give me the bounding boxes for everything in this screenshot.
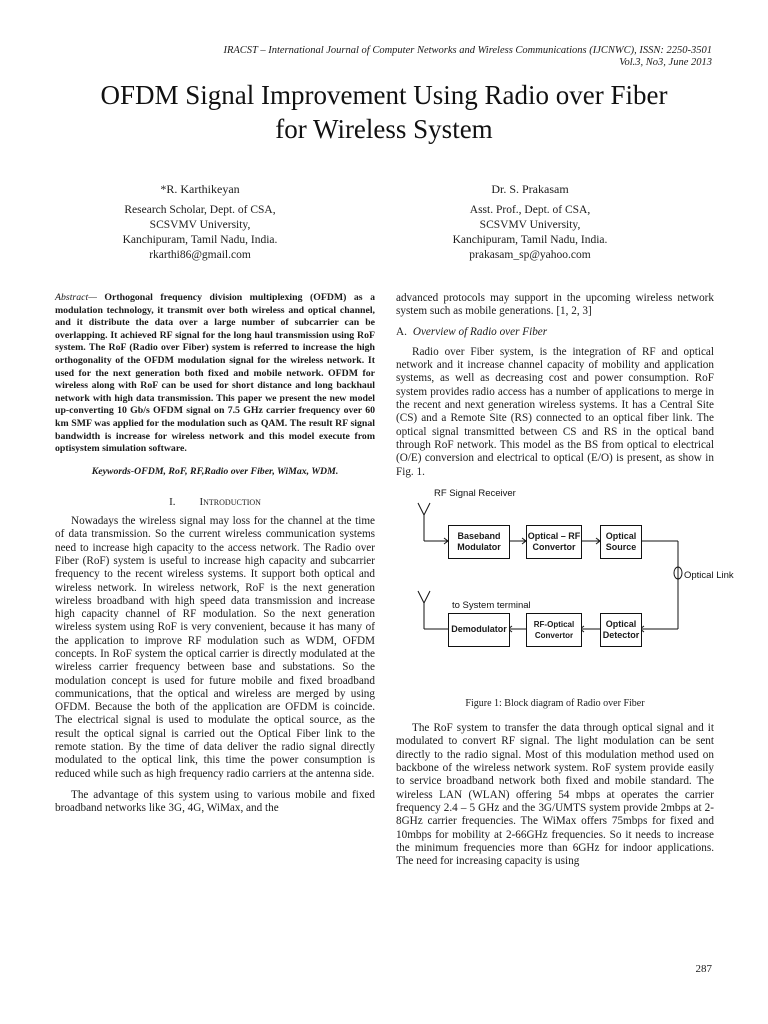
paper-title-line1: OFDM Signal Improvement Using Radio over Fiber xyxy=(100,80,668,110)
author-university: SCSVMV University, xyxy=(149,219,251,231)
author-location: Kanchipuram, Tamil Nadu, India. xyxy=(452,234,608,246)
intro-paragraph-2: The advantage of this system using to various mobile and fixed broadband networks like 3G, 4G, WiMax, and the xyxy=(55,788,375,815)
subsection-heading xyxy=(396,326,714,339)
author-affiliation: Asst. Prof., Dept. of CSA, xyxy=(469,204,591,216)
rof-overview-paragraph: Radio over Fiber system, is the integration of RF and optical network and it increase channel capacity of mobility and application systems, as well as decreasing cost and power consumption. RoF system provides radio access has a number of applications to merge in the recent and next generation wireless systems. It has a Central Site (CS) and a Remote Site (RS) connected to an optical fiber link. The optical signal transmitted between CS and RS in the optical band through RoF network. This model as the BS from optical to electrical (O/E) conversion and electrical to optical (E/O) is present, as show in Fig. 1. xyxy=(396,345,714,478)
abstract xyxy=(55,292,375,456)
journal-header-line1: IRACST – International Journal of Computer Networks and Wireless Communications (IJCNWC), ISSN: 2250-3501 xyxy=(223,45,712,56)
paper-title xyxy=(40,78,728,146)
antenna-icon xyxy=(418,591,430,603)
left-column xyxy=(55,292,375,816)
right-column xyxy=(396,292,734,868)
author-block-2 xyxy=(400,182,660,263)
author-location: Kanchipuram, Tamil Nadu, India. xyxy=(122,234,278,246)
journal-header-line2: Vol.3, No3, June 2013 xyxy=(619,57,712,68)
section-title: Introduction xyxy=(199,495,261,508)
optical-rf-convertor-block: Optical – RF Convertor xyxy=(526,525,582,559)
section-number: I. xyxy=(169,495,176,508)
optical-source-block: Optical Source xyxy=(600,525,642,559)
figure-1-block-diagram xyxy=(396,485,734,693)
section-heading-introduction xyxy=(55,496,375,509)
rf-signal-receiver-label: RF Signal Receiver xyxy=(434,487,516,499)
abstract-text: Orthogonal frequency division multiplexing (OFDM) as a modulation technology, it transmit over both wireless and optical channel, and it distribute the data over a large number of subcarrier can be overlapping. It achieved RF signal for the long haul transmission using RoF system. The RoF (Radio over Fiber) system is referred to increase the high orthogonality of the OFDM modulation signal for the wireless network. It used for the next generation both fixed and mobile network. OFDM for wireless along with RoF can be used for short distance and long backhaul network with high data transmission. This paper we present the new model up-converting 10 Gb/s OFDM signal on 7.5 GHz carrier frequency over 60 km SMF was applied for the modulation such as QAM. The result RF signal bandwidth is increase for wireless network and this model execute from optisystem simulation software. xyxy=(55,292,375,455)
intro-paragraph-1: Nowadays the wireless signal may loss for the channel at the time of data transmission. So the current wireless communication systems need to increase high capacity to the access network. The Radio over Fiber (RoF) system is useful to increase high capacity and subcarrier frequency to the recent wireless systems. It support both optical and wireless network. In wireless network, RoF is the next generation wireless broadband with high speed data transmission and increase high capacity channel of RF modulation. So the next generation wireless system using RoF is very convenient, because it has many of the application to improve RF modulation such as WDM, OFDM concepts. In RoF system the optical carrier is directly modulated at the wireless carrier frequency between base and substations. So the modulation concept is used for future mobile and fixed broadband communications, that the optical and wireless are merged by using OFDM. Because the both of the application are OFDM is coincide. The electrical signal is used to modulate the optical source, as the result the optical signal is carried out the Optical Fiber link to the remote station. By the time of data deliver the radio signal directly modulated to the optical link, this time the power consumption is reduced while such as high frequency radio carriers at the antenna side. xyxy=(55,515,375,780)
author-email: prakasam_sp@yahoo.com xyxy=(469,249,591,261)
figure-caption: Figure 1: Block diagram of Radio over Fiber xyxy=(465,697,645,709)
author-email: rkarthi86@gmail.com xyxy=(149,249,251,261)
subsection-title: Overview of Radio over Fiber xyxy=(412,325,548,338)
journal-header xyxy=(223,45,712,69)
antenna-icon xyxy=(418,503,430,515)
demodulator-block: Demodulator xyxy=(448,613,510,647)
optical-link-label: Optical Link xyxy=(684,569,734,581)
abstract-lead: Abstract— xyxy=(55,292,97,303)
keywords: Keywords-OFDM, RoF, RF,Radio over Fiber, WiMax, WDM. xyxy=(91,465,339,477)
baseband-modulator-block: Baseband Modulator xyxy=(448,525,510,559)
subsection-number: A. xyxy=(396,325,407,338)
author-name: *R. Karthikeyan xyxy=(160,182,240,196)
author-block-1 xyxy=(70,182,330,263)
author-university: SCSVMV University, xyxy=(479,219,581,231)
author-name: Dr. S. Prakasam xyxy=(491,182,569,196)
rf-optical-convertor-block: RF-Optical Convertor xyxy=(526,613,582,647)
system-terminal-label: to System terminal xyxy=(452,599,531,611)
block-diagram-connectors xyxy=(396,485,714,693)
rof-system-paragraph: The RoF system to transfer the data through optical signal and it modulated to convert RF signal. The light modulation can be sent directly to the radio signal. Most of this modulation method used on backbone of the wireless network system. RoF system provide easily to service broadband network both fixed and mobile standard. The wireless LAN (WLAN) offering 54 mbps at operates the carrier frequency 2.4 – 5 GHz and the 3G/UMTS system provide 2mbps at 2-8GHz carrier frequencies. The WiMax offers 75mbps for fixed and 10mbps for mobility at 2-66GHz frequencies. So it needs to increase the minimum frequencies more than 6GHz for indoor applications. The need for increasing capacity is using xyxy=(396,722,714,868)
author-affiliation: Research Scholar, Dept. of CSA, xyxy=(124,204,276,216)
optical-detector-block: Optical Detector xyxy=(600,613,642,647)
continuation-paragraph: advanced protocols may support in the upcoming wireless network system such as mobile generations. [1, 2, 3] xyxy=(396,292,714,318)
paper-title-line2: for Wireless System xyxy=(275,114,493,144)
page-number: 287 xyxy=(695,963,712,975)
